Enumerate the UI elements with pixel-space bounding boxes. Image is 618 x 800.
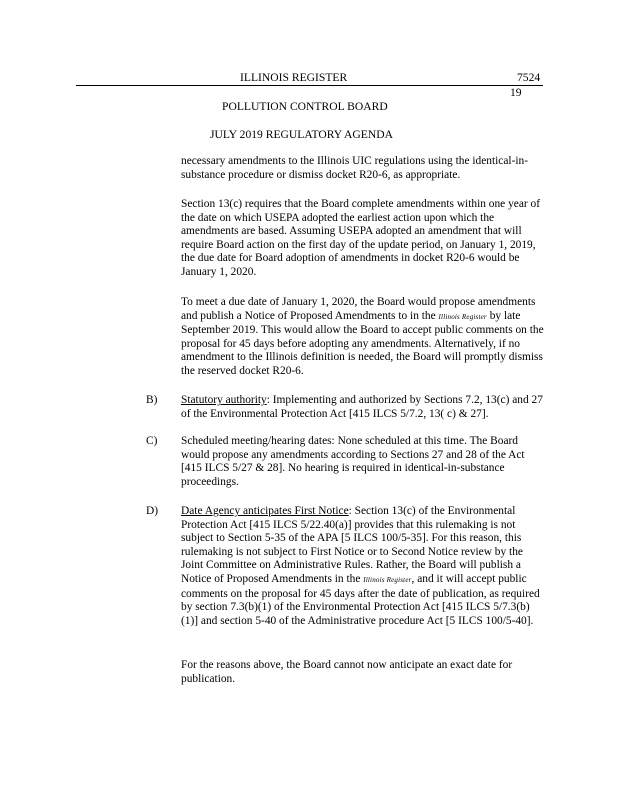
item-c-hearing-dates: Scheduled meeting/hearing dates: None scheduled at this time. The Board would propose any amendments according to Sections 27 and 28 of the Act [415 ILCS 5/27 & 28]. No hearing is required in identical-in-substance proceedings. <box>181 435 525 488</box>
item-d-first-notice <box>181 505 546 628</box>
agency-name: POLLUTION CONTROL BOARD <box>222 100 388 113</box>
paragraph-continued: necessary amendments to the Illinois UIC regulations using the identical-in-substance procedure or dismiss docket R20-6, as appropriate. <box>181 155 529 181</box>
paragraph-section-13c: Section 13(c) requires that the Board complete amendments within one year of the date on which USEPA adopted the earliest action upon which the amendments are based. Assuming USEPA adopted an amendment that will require Board action on the first day of the update period, on January 1, 2019, the due date for Board adoption of amendments in docket R20-6 would be January 1, 2020. <box>181 198 541 278</box>
item-d-heading: Date Agency anticipates First Notice <box>181 505 349 517</box>
paragraph-due-date <box>181 296 546 379</box>
item-d-text-b: , and it will accept public comments on the proposal for 45 days after the date of publication, as required by section 7.3(b)(1) of the Environmental Protection Act [415 ILCS 5/7.3(b)(1)] and section 5-40 of the Administrative procedure Act [5 ILCS 100/5-40]. <box>181 572 540 627</box>
item-d-label: D) <box>146 505 159 517</box>
closing-paragraph: For the reasons above, the Board cannot now anticipate an exact date for publication. <box>181 659 513 685</box>
item-b-heading: Statutory authority <box>181 394 267 406</box>
page-number: 7524 <box>517 71 541 84</box>
header-rule <box>76 85 543 86</box>
item-b-statutory-authority <box>181 394 546 421</box>
illinois-register-reference: Illinois Register <box>363 575 412 584</box>
item-b-text: : Implementing and authorized by Sections 7.2, 13(c) and 27 of the Environmental Protection Act [415 ILCS 5/7.2, 13( c) & 27]. <box>181 394 543 420</box>
paragraph-due-date-text-b: by late September 2019. This would allow the Board to accept public comments on the proposal for 45 days before adopting any amendments. Alternatively, if no amendment to the Illinois definition is needed, the Board will promptly dismiss the reserved docket R20-6. <box>181 309 544 377</box>
paragraph-due-date-text-a: To meet a due date of January 1, 2020, the Board would propose amendments and publish a Notice of Proposed Amendments to in the <box>181 296 536 322</box>
agenda-title: JULY 2019 REGULATORY AGENDA <box>210 128 393 141</box>
item-c-label: C) <box>146 435 158 447</box>
issue-number: 19 <box>510 86 522 99</box>
item-d-text-a: : Section 13(c) of the Environmental Protection Act [415 ILCS 5/22.40(a)] provides that this rulemaking is not subject to Section 5-35 of the APA [5 ILCS 100/5-35]. For this reason, this rulemaking is not subject to First Notice or to Second Notice review by the Joint Committee on Administrative Rules. Rather, the Board will publish a Notice of Proposed Amendments in the <box>181 505 523 585</box>
register-title: ILLINOIS REGISTER <box>240 71 348 84</box>
item-b-label: B) <box>146 394 158 406</box>
illinois-register-reference: Illinois Register <box>438 312 487 321</box>
